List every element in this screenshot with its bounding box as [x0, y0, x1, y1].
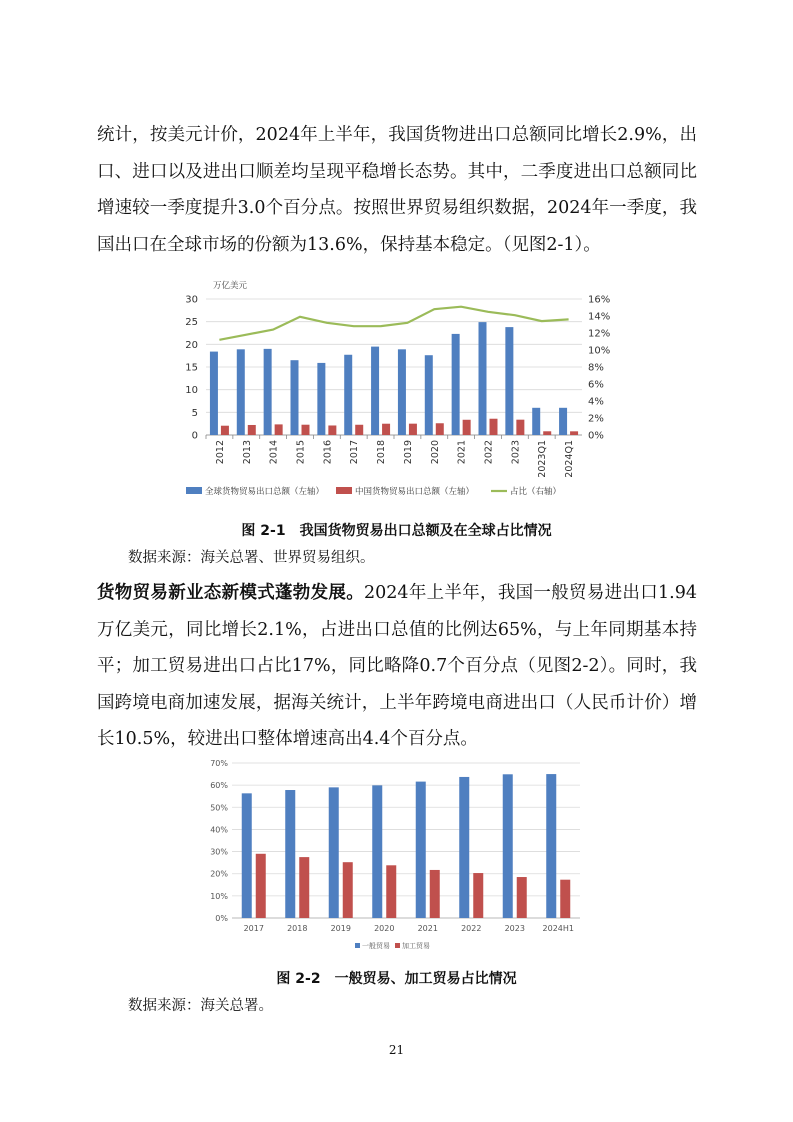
legend-swatch-china: [336, 487, 352, 494]
bar-global: [559, 408, 567, 435]
legend-label: 一般贸易: [362, 942, 390, 950]
y-axis-unit-label: 万亿美元: [213, 281, 248, 291]
bar-china: [436, 423, 444, 435]
bar-global: [264, 349, 272, 435]
bar-china: [463, 420, 471, 435]
x-tick-label: 2012: [214, 440, 226, 465]
bar-china: [409, 424, 417, 435]
legend-swatch-general-trade: [355, 943, 360, 948]
bar-china: [275, 424, 283, 435]
y-tick-label: 30: [185, 294, 198, 306]
y-tick-label: 20%: [210, 869, 228, 879]
legend-label: 占比（右轴）: [510, 487, 562, 497]
bar-processing-trade: [517, 877, 527, 918]
bar-general-trade: [416, 782, 426, 918]
y-tick-label: 50%: [210, 803, 228, 813]
bar-global: [237, 349, 245, 435]
bar-global: [317, 363, 325, 435]
bar-general-trade: [372, 785, 382, 918]
bar-china: [302, 425, 310, 435]
x-tick-label: 2024H1: [542, 924, 574, 933]
y2-tick-label: 10%: [588, 345, 611, 357]
figure-2-1-caption: 图 2-1 我国货物贸易出口总额及在全球占比情况: [241, 523, 552, 539]
bar-global: [344, 355, 352, 435]
y-tick-label: 10%: [210, 891, 228, 901]
bar-processing-trade: [430, 870, 440, 918]
legend-label: 加工贸易: [402, 942, 430, 950]
bar-china: [516, 420, 524, 435]
bar-general-trade: [242, 793, 252, 918]
x-tick-label: 2014: [268, 440, 280, 465]
bar-china: [248, 425, 256, 435]
x-tick-label: 2016: [322, 440, 334, 465]
legend-swatch-global: [186, 487, 202, 494]
bar-china: [490, 419, 498, 435]
x-tick-label: 2022: [483, 440, 495, 465]
bar-global: [505, 327, 513, 435]
bar-general-trade: [459, 777, 469, 918]
legend-label: 中国货物贸易出口总额（左轴）: [355, 487, 475, 497]
y-tick-label: 10: [185, 385, 198, 397]
y-tick-label: 70%: [210, 759, 228, 768]
y2-tick-label: 6%: [588, 379, 604, 391]
bar-general-trade: [329, 787, 339, 918]
x-tick-label: 2020: [429, 440, 441, 465]
figure-2-1-source: 数据来源：海关总署、世界贸易组织。: [128, 550, 375, 566]
chart-export-share: [180, 278, 620, 504]
y2-tick-label: 14%: [588, 311, 611, 323]
x-tick-label: 2015: [295, 440, 307, 465]
bar-processing-trade: [256, 854, 266, 918]
figure-2-2: [200, 755, 600, 960]
figure-2-2-source: 数据来源：海关总署。: [128, 998, 273, 1014]
bar-global: [532, 408, 540, 435]
y-tick-label: 30%: [210, 847, 228, 857]
bar-global: [425, 355, 433, 435]
bar-china: [328, 425, 336, 435]
y2-tick-label: 12%: [588, 328, 611, 340]
bar-global: [479, 322, 487, 435]
paragraph-2-lead: 货物贸易新业态新模式蓬勃发展。: [97, 583, 364, 603]
bar-china: [570, 431, 578, 435]
x-tick-label: 2018: [287, 924, 308, 933]
x-tick-label: 2013: [241, 440, 253, 465]
bar-global: [398, 349, 406, 435]
x-tick-label: 2023Q1: [537, 440, 549, 478]
x-tick-label: 2018: [376, 440, 388, 465]
x-tick-label: 2023: [504, 924, 525, 933]
y-tick-label: 0%: [215, 914, 228, 923]
bar-processing-trade: [299, 857, 309, 918]
x-tick-label: 2023: [510, 440, 522, 465]
chart-trade-mode-share: [200, 755, 600, 960]
figure-2-1: [180, 278, 620, 504]
legend-swatch-processing-trade: [395, 943, 400, 948]
y-tick-label: 25: [185, 317, 198, 329]
bar-processing-trade: [343, 862, 353, 918]
bar-china: [382, 424, 390, 435]
paragraph-2-text: 2024年上半年，我国一般贸易进出口1.94万亿美元，同比增长2.1%，占进出口总值的比例达65%，与上年同期基本持平；加工贸易进出口占比17%，同比略降0.7个百分点（见图2-2）。同时，我国跨境电商加速发展，据海关统计，上半年跨境电商进出口（人民币计价）增长10.5%，较进出口整体增速高出4.4个百分点。: [97, 583, 698, 749]
x-tick-label: 2017: [243, 924, 264, 933]
y-tick-label: 0: [191, 430, 198, 442]
y-tick-label: 5: [191, 407, 198, 419]
y2-tick-label: 0%: [588, 430, 604, 442]
bar-global: [210, 352, 218, 435]
bar-processing-trade: [473, 873, 483, 918]
bar-general-trade: [503, 774, 513, 918]
y2-tick-label: 8%: [588, 362, 604, 374]
y-tick-label: 15: [185, 362, 198, 374]
y2-tick-label: 2%: [588, 413, 604, 425]
bar-global: [291, 360, 299, 435]
figure-2-2-caption: 图 2-2 一般贸易、加工贸易占比情况: [276, 971, 517, 987]
y2-tick-label: 4%: [588, 396, 604, 408]
paragraph-2: [97, 575, 697, 758]
x-tick-label: 2021: [417, 924, 438, 933]
x-tick-label: 2022: [461, 924, 482, 933]
share-line: [219, 307, 568, 340]
y-tick-label: 40%: [210, 825, 228, 835]
bar-global: [452, 334, 460, 435]
x-tick-label: 2024Q1: [564, 440, 576, 478]
legend-label: 全球货物贸易出口总额（左轴）: [205, 487, 325, 497]
y2-tick-label: 16%: [588, 294, 611, 306]
bar-china: [221, 426, 229, 435]
x-tick-label: 2019: [330, 924, 351, 933]
bar-processing-trade: [560, 880, 570, 918]
y-tick-label: 60%: [210, 781, 228, 791]
bar-processing-trade: [386, 865, 396, 918]
y-tick-label: 20: [185, 339, 198, 351]
bar-global: [371, 347, 379, 435]
x-tick-label: 2017: [349, 440, 361, 465]
page-number: 21: [388, 1043, 405, 1057]
x-tick-label: 2019: [402, 440, 414, 465]
bar-general-trade: [546, 774, 556, 918]
x-tick-label: 2021: [456, 440, 468, 465]
bar-general-trade: [285, 790, 295, 918]
x-tick-label: 2020: [374, 924, 395, 933]
paragraph-1: 统计，按美元计价，2024年上半年，我国货物进出口总额同比增长2.9%，出口、进口以及进出口顺差均呈现平稳增长态势。其中，二季度进出口总额同比增速较一季度提升3.0个百分点。按照世界贸易组织数据，2024年一季度，我国出口在全球市场的份额为13.6%，保持基本稳定。（见图2-1）。: [97, 125, 697, 255]
bar-china: [543, 431, 551, 435]
bar-china: [355, 425, 363, 435]
